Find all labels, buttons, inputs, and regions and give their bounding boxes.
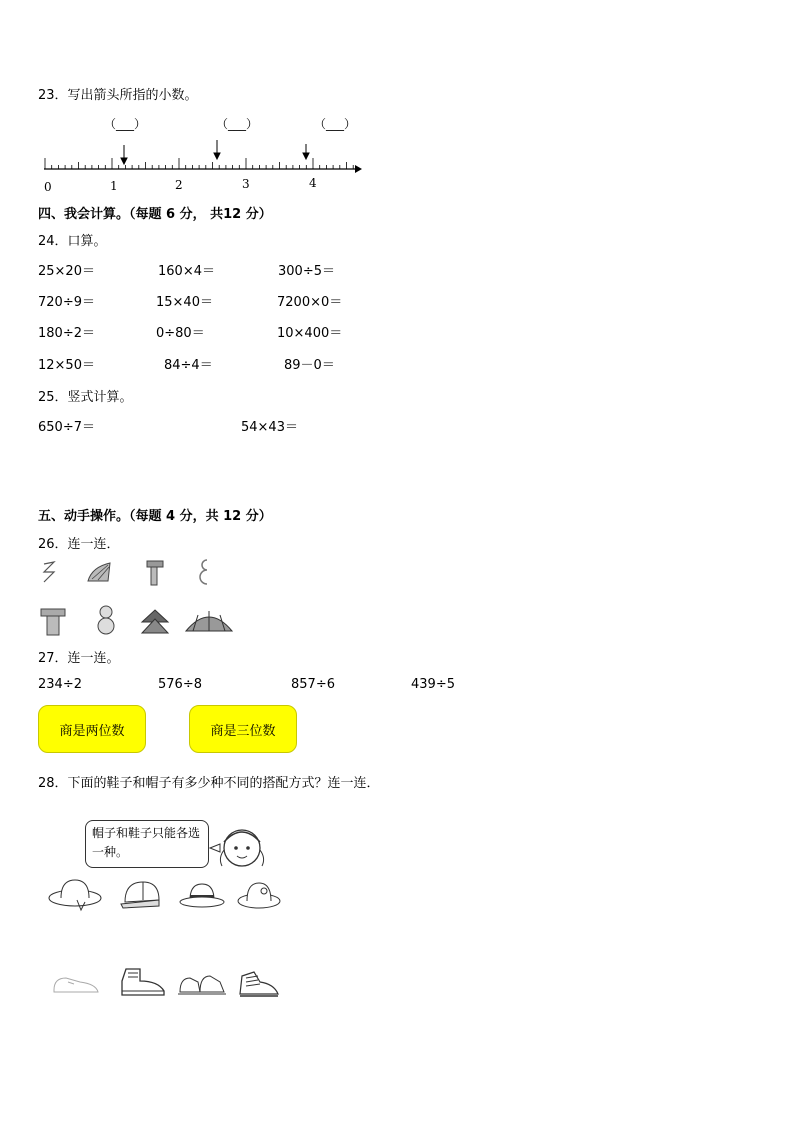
calc-item: 720÷9＝ xyxy=(38,295,95,310)
q23-blank-1[interactable]: （___） xyxy=(104,117,147,131)
calc-item: 300÷5＝ xyxy=(278,264,335,279)
stool-icon[interactable] xyxy=(40,607,66,637)
calc-item: 7200×0＝ xyxy=(277,295,343,310)
girl-icon xyxy=(210,818,270,878)
fedora-hat-icon[interactable] xyxy=(178,880,226,910)
sport-shoe-icon[interactable] xyxy=(236,966,282,1000)
calc-item: 84÷4＝ xyxy=(164,358,213,373)
tree-icon[interactable] xyxy=(140,609,170,635)
half-snowman-icon[interactable] xyxy=(197,558,213,588)
arrow-icons xyxy=(121,140,309,164)
calc-item: 0÷80＝ xyxy=(156,326,205,341)
umbrella-icon[interactable] xyxy=(184,609,234,635)
snowman-icon[interactable] xyxy=(93,604,119,636)
division-item[interactable]: 234÷2 xyxy=(38,677,82,692)
q27-title: 27．连一连。 xyxy=(38,651,120,666)
cap-icon[interactable] xyxy=(119,878,163,912)
sneakers-icon[interactable] xyxy=(176,968,228,998)
calc-item: 25×20＝ xyxy=(38,264,95,279)
q23-blank-3[interactable]: （___） xyxy=(314,117,357,131)
speech-bubble: 帽子和鞋子只能各选一种。 xyxy=(85,820,209,868)
half-figure-icon[interactable] xyxy=(40,560,60,586)
q25-title: 25．竖式计算。 xyxy=(38,390,133,405)
tick-label-2: 2 xyxy=(175,178,183,192)
division-item[interactable]: 576÷8 xyxy=(158,677,202,692)
vertical-calc-item: 54×43＝ xyxy=(241,420,298,435)
division-item[interactable]: 439÷5 xyxy=(411,677,455,692)
tick-label-4: 4 xyxy=(309,176,317,190)
shoe-icon-1[interactable] xyxy=(50,972,102,998)
tick-label-3: 3 xyxy=(242,177,250,191)
boot-icon[interactable] xyxy=(118,965,170,999)
division-item[interactable]: 857÷6 xyxy=(291,677,335,692)
answer-box-two-digit[interactable]: 商是两位数 xyxy=(38,705,146,753)
bow-hat-icon[interactable] xyxy=(236,879,282,911)
half-stool-icon[interactable] xyxy=(145,559,165,587)
calc-item: 180÷2＝ xyxy=(38,326,95,341)
calc-item: 160×4＝ xyxy=(158,264,215,279)
answer-box-three-digit[interactable]: 商是三位数 xyxy=(189,705,297,753)
q26-title: 26．连一连． xyxy=(38,537,120,552)
vertical-calc-item: 650÷7＝ xyxy=(38,420,95,435)
section4-title: 四、我会计算。（每题 6 分， 共12 分） xyxy=(38,207,272,222)
hat-icon-1[interactable] xyxy=(47,876,103,912)
q28-title: 28．下面的鞋子和帽子有多少种不同的搭配方式？连一连． xyxy=(38,776,380,791)
q23-blank-2[interactable]: （___） xyxy=(216,117,259,131)
calc-item: 10×400＝ xyxy=(277,326,343,341)
calc-item: 12×50＝ xyxy=(38,358,95,373)
section5-title: 五、动手操作。（每题 4 分，共 12 分） xyxy=(38,509,272,524)
tick-label-0: 0 xyxy=(44,180,52,194)
number-line xyxy=(40,140,380,180)
tick-label-1: 1 xyxy=(110,179,118,193)
q24-title: 24．口算。 xyxy=(38,234,107,249)
calc-item: 15×40＝ xyxy=(156,295,213,310)
calc-item: 89－0＝ xyxy=(284,358,335,373)
q23-title: 23．写出箭头所指的小数。 xyxy=(38,88,198,103)
half-umbrella-icon[interactable] xyxy=(86,561,114,585)
